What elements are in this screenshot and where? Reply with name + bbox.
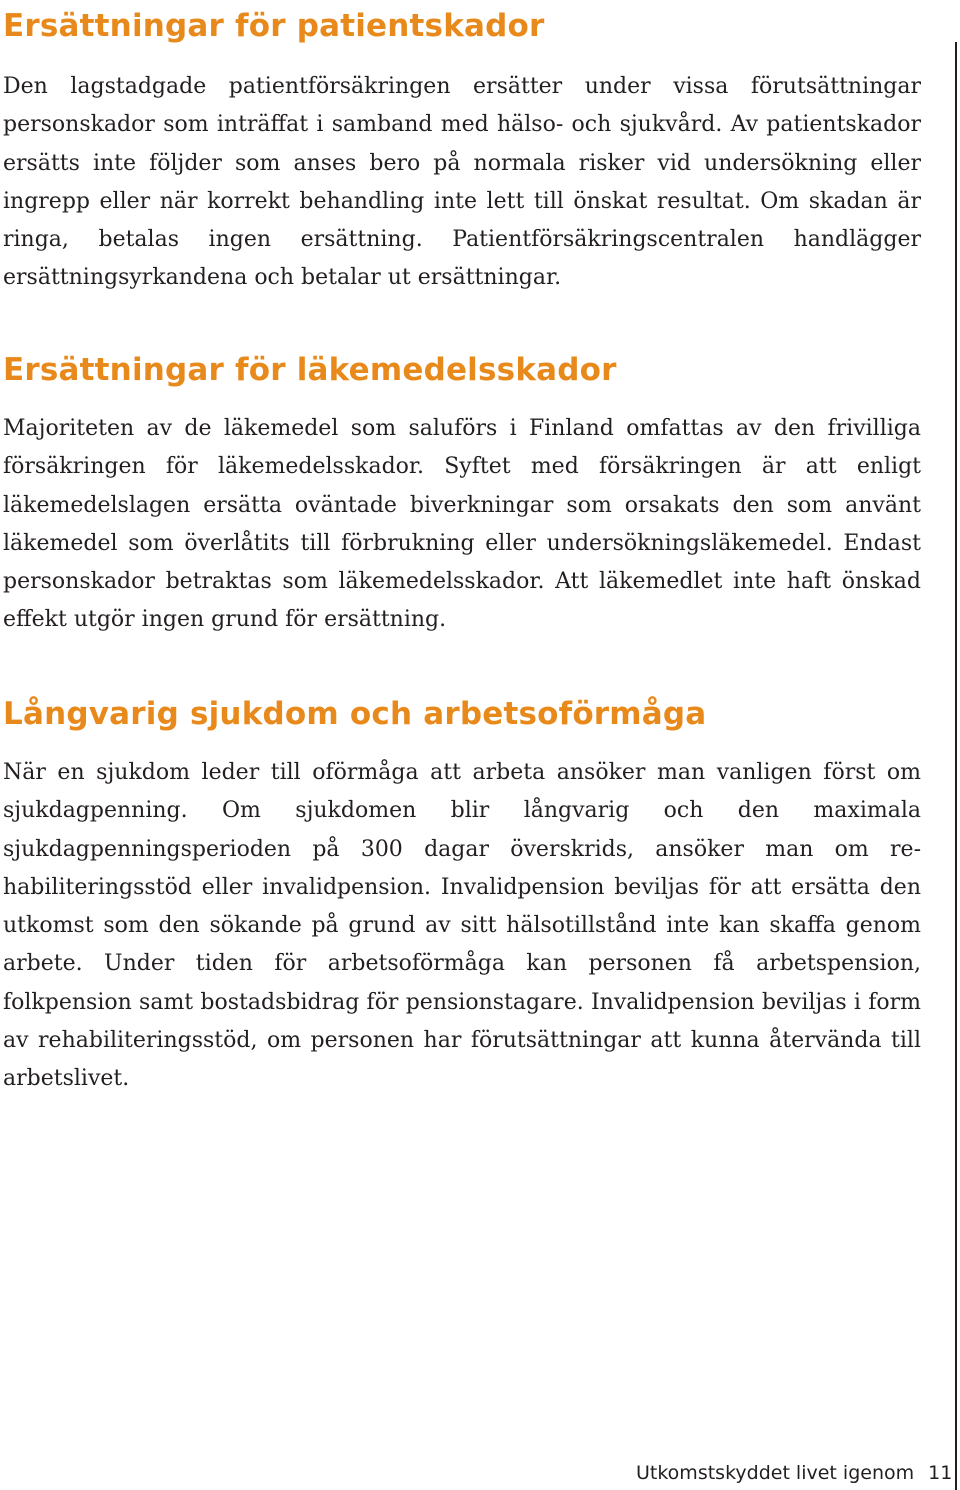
section-body-long-illness: När en sjukdom leder till oförmåga att arbeta ansöker man vanligen först om sjukdagpenning. Om sjukdomen blir långvarig och den maximala sjukdagpenningsperioden på 300 dagar överskrids, ansöker man om rehabiliteringsstöd eller invalidpension. Invalidpension beviljas för att ersätta den utkomst som den sökande på grund av sitt hälsotillstånd inte kan skaffa genom arbete. Under tiden för arbetsoförmåga kan personen få arbetspension, folkpension samt bostadsbidrag för pensionstagare. Invalidpension beviljas i form av rehabiliteringsstöd, om personen har förutsättningar att kunna återvända till arbetslivet. [3, 760, 921, 1092]
page-number: 11 [928, 1462, 953, 1484]
section-heading-patient-injuries: Ersättningar för patientskador [3, 8, 545, 44]
page-edge-rule [955, 42, 957, 1490]
section-heading-long-illness: Långvarig sjukdom och arbetsoförmåga [3, 696, 707, 732]
section-heading-drug-injuries: Ersättningar för läkemedelsskador [3, 352, 617, 388]
page-footer [636, 1460, 952, 1486]
section-body-drug-injuries: Majoriteten av de läkemedel som saluförs i Finland omfattas av den frivilliga försäkringen för läkemedelsskador. Syftet med försäkringen är att enligt läkemedelslagen ersätta oväntade biverkningar som orsakats den som använt läkemedel som överlåtits till förbrukning eller undersökningsläkemedel. Endast personskador betraktas som läkemedelsskador. Att läkemedlet inte haft önskad effekt utgör ingen grund för ersättning. [3, 416, 921, 633]
footer-publication-title: Utkomstskyddet livet igenom [636, 1462, 915, 1484]
section-body-patient-injuries: Den lagstadgade patientförsäkringen ersätter under vissa förutsättningar personskador som inträffat i samband med hälso- och sjukvård. Av patientskador ersätts inte följder som anses bero på normala risker vid undersökning eller ingrepp eller när korrekt behandling inte lett till önskat resultat. Om skadan är ringa, betalas ingen ersättning. Patientförsäkringscentralen handlägger ersättningsyrkandena och betalar ut ersättningar. [3, 74, 921, 291]
